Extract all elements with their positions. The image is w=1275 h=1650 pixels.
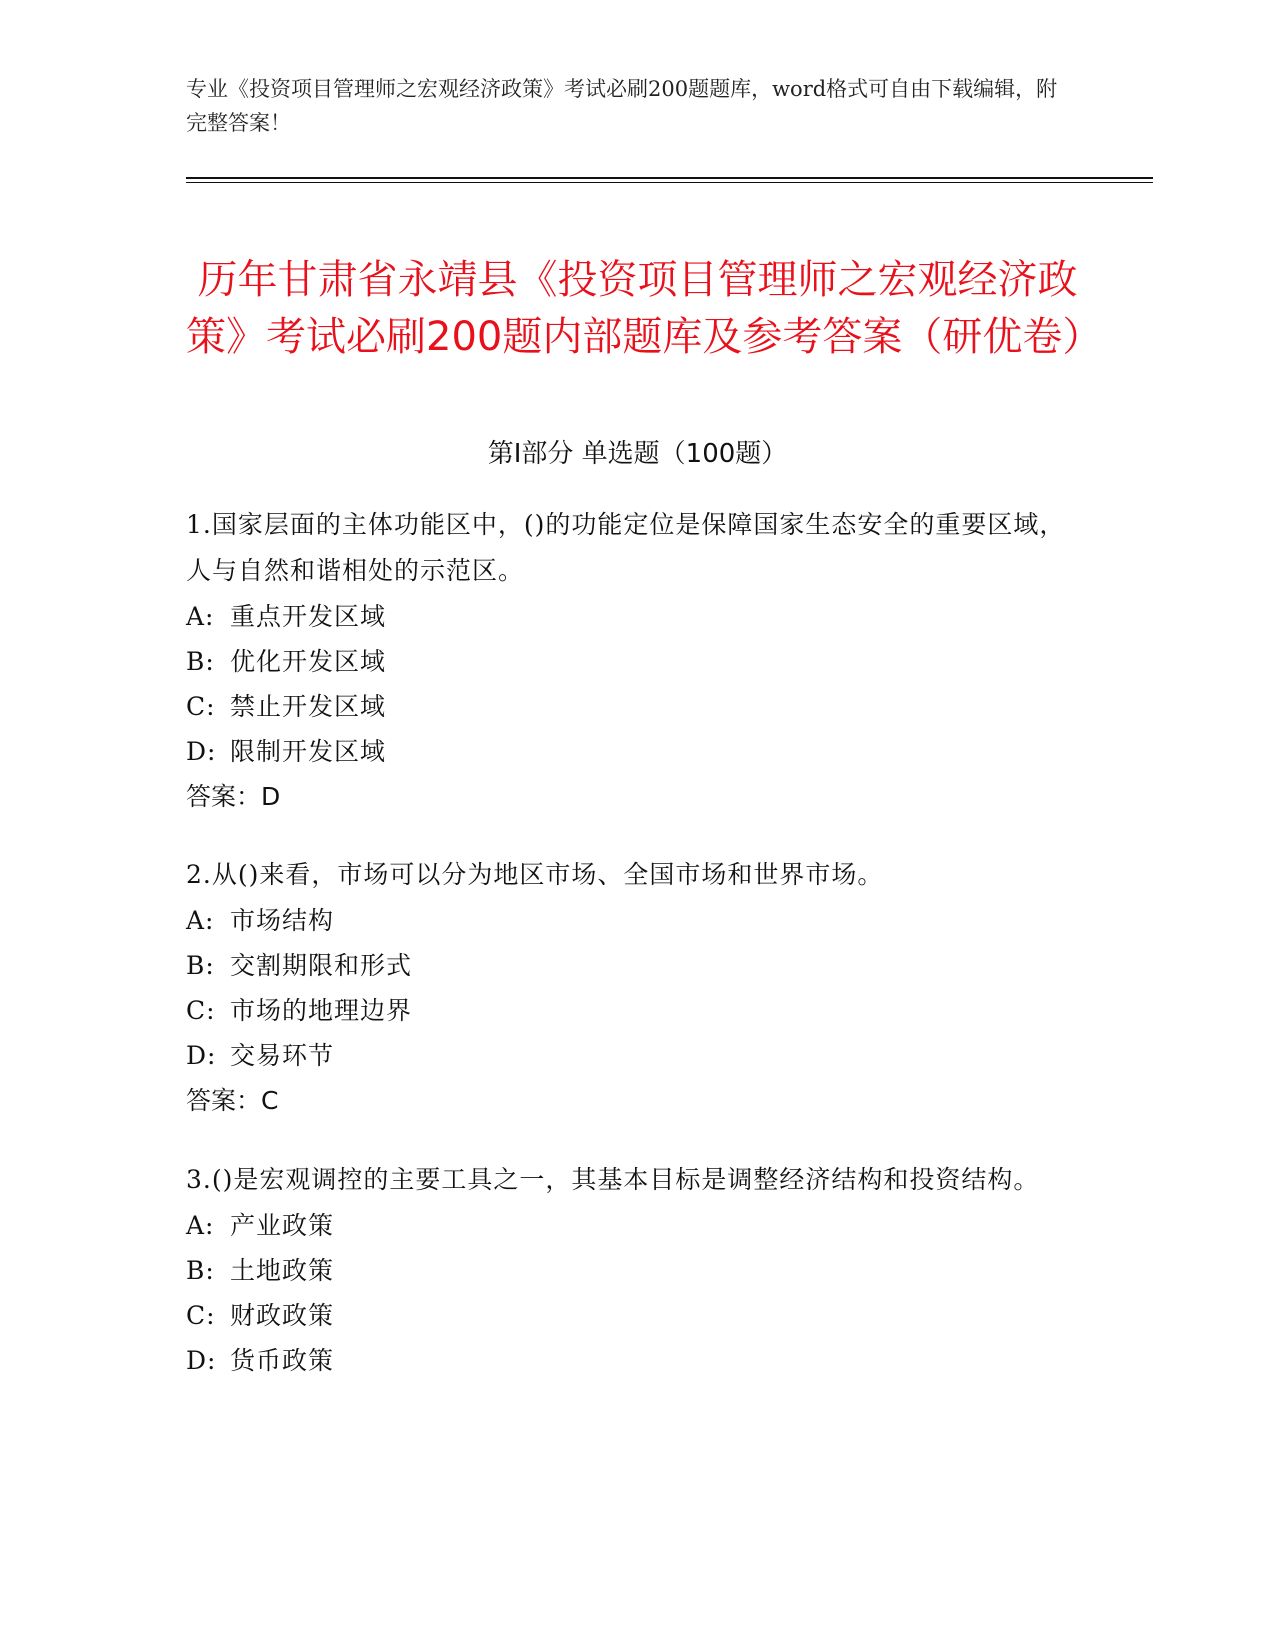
option-text: 交割期限和形式 [230,951,413,980]
option-text: 交易环节 [230,1041,335,1070]
document-title: 历年甘肃省永靖县《投资项目管理师之宏观经济政策》考试必刷200题内部题库及参考答案（研优卷） [186,256,1103,360]
question-stem: 1.国家层面的主体功能区中，()的功能定位是保障国家生态安全的重要区域，人与自然和谐相处的示范区。 [186,510,1066,585]
option-text: 市场的地理边界 [230,996,413,1025]
option-label: A: [186,906,215,935]
option-b [186,639,1066,684]
question-stem: 2.从()来看，市场可以分为地区市场、全国市场和世界市场。 [186,860,884,889]
option-a [186,594,1066,639]
option-b [186,943,1066,988]
option-b [186,1248,1066,1293]
option-text: 优化开发区域 [230,647,387,676]
option-label: D: [186,737,217,766]
section-heading: 第Ⅰ部分 单选题（100题） [487,439,788,469]
option-label: B: [186,951,215,980]
option-label: D: [186,1346,217,1375]
option-text: 财政政策 [230,1301,335,1330]
question-3 [186,1157,1066,1383]
option-label: A: [186,1211,215,1240]
option-label: B: [186,647,215,676]
option-text: 土地政策 [230,1256,335,1285]
question-stem: 3.()是宏观调控的主要工具之一，其基本目标是调整经济结构和投资结构。 [186,1165,1040,1194]
option-d [186,1338,1066,1383]
option-label: B: [186,1256,215,1285]
header-divider-thin [186,182,1153,183]
answer-line: 答案：C [186,1086,279,1115]
option-text: 限制开发区域 [230,737,387,766]
option-c [186,988,1066,1033]
question-2 [186,852,1066,1124]
option-label: A: [186,602,215,631]
header-divider-thick [186,177,1153,179]
option-text: 产业政策 [230,1211,335,1240]
option-label: C: [186,1301,216,1330]
option-text: 禁止开发区域 [230,692,387,721]
option-text: 重点开发区域 [230,602,387,631]
option-c [186,684,1066,729]
option-text: 货币政策 [230,1346,335,1375]
answer-line: 答案：D [186,782,281,811]
option-text: 市场结构 [230,906,335,935]
option-a [186,898,1066,943]
option-a [186,1203,1066,1248]
option-c [186,1293,1066,1338]
question-1 [186,502,1066,820]
option-d [186,729,1066,774]
option-label: C: [186,996,216,1025]
header-note: 专业《投资项目管理师之宏观经济政策》考试必刷200题题库，word格式可自由下载编辑，附完整答案！ [186,77,1058,135]
option-d [186,1033,1066,1078]
option-label: C: [186,692,216,721]
option-label: D: [186,1041,217,1070]
